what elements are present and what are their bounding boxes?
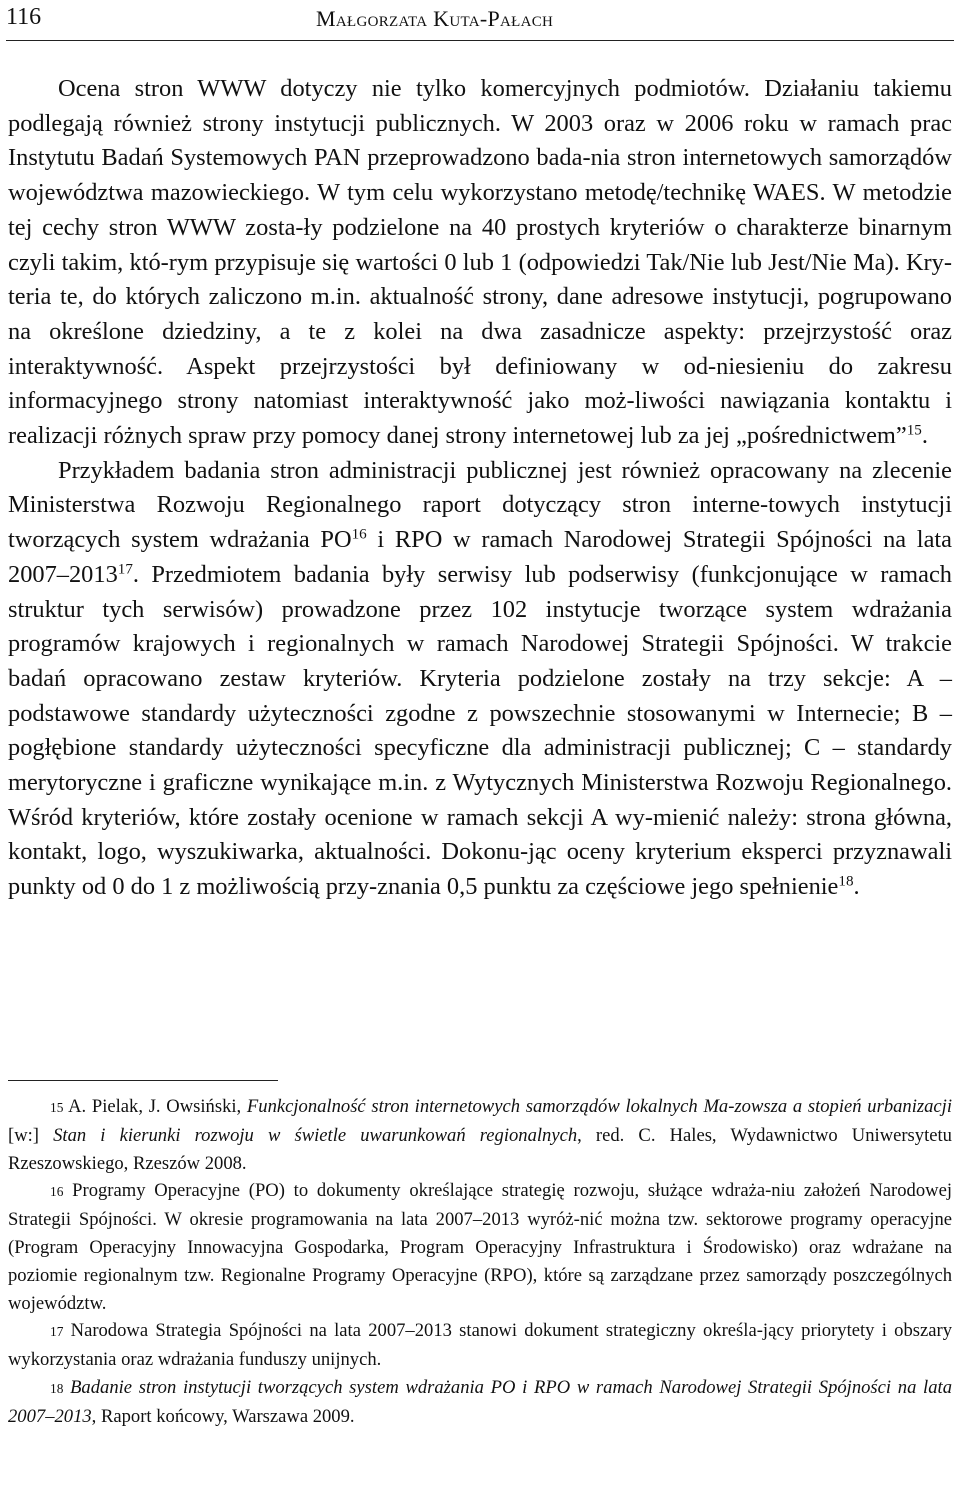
paragraph-text: . Przedmiotem badania były serwisy lub podserwisy (funkcjonujące w ramach struktur tych serwisów) prowadzone przez 102 instytucje tworzące system wdrażania programów krajowych i regionalnych w ramach Narodowej Strategii Spójności. W trakcie badań opracowano zestaw kryteriów. Kryteria podzielone zostały na trzy sekcje: A – podstawowe standardy użyteczności zgodne z powszechnie stosowanymi w Internecie; B – pogłębione standardy użyteczności specyficzne dla administracji publicznej; C – standardy merytoryczne i graficzne wynikające m.in. z Wytycznych Ministerstwa Rozwoju Regionalnego. Wśród kryteriów, które zostały ocenione w ramach sekcji A wy-mienić należy: strona główna, kontakt, logo, wyszukiwarka, aktualności. Dokonu-jąc oceny kryterium eksperci przyznawali punkty od 0 do 1 z możliwością przy-znania 0,5 punktu za częściowe jego spełnienie [8, 560, 952, 901]
footnote-16 [8, 1177, 952, 1317]
footnotes [8, 1093, 952, 1431]
footnote-17 [8, 1317, 952, 1374]
footnote-number: 18 [50, 1380, 64, 1396]
paragraph-text: . [921, 422, 928, 450]
paragraph-text: Ocena stron WWW dotyczy nie tylko komercyjnych podmiotów. Działaniu takiemu podlegają również strony instytucji publicznych. W 2003 oraz w 2006 roku w ramach prac Instytutu Badań Systemowych PAN przeprowadzono bada-nia stron internetowych samorządów województwa mazowieckiego. W tym celu wykorzystano metodę/technikę WAES. W metodzie tej cechy stron WWW zosta-ły podzielone na 40 prostych kryteriów o charakterze binarnym czyli takim, któ-rym przypisuje się wartości 0 lub 1 (odpowiedzi Tak/Nie lub Jest/Nie Ma). Kry-teria te, do których zaliczono m.in. aktualność strony, dane adresowe instytucji, pogrupowano na określone dziedziny, a te z kolei na dwa zasadnicze aspekty: przejrzystość oraz interaktywność. Aspekt przejrzystości był definiowany w od-niesieniu do zakresu informacyjnego strony natomiast interaktywność jako moż-liwości nawiązania kontaktu i realizacji różnych spraw przy pomocy danej strony internetowej lub za jej „pośrednictwem” [8, 75, 952, 450]
footnote-author: A. Pielak, J. Owsiński, [63, 1096, 247, 1117]
footnote-text: Programy Operacyjne (PO) to dokumenty określające strategię rozwoju, służące wdraża-niu założeń Narodowej Strategii Spójności. W okresie programowania na lata 2007–2013 wyróż-nić można tzw. sektorowe programy operacyjne (Program Operacyjny Innowacyjna Gospodarka, Program Operacyjny Infrastruktura i Środowisko) oraz wdrażane na poziomie regionalnym tzw. Regionalne Programy Operacyjne (RPO), które są zarządzane przez samorządy poszczególnych województw. [8, 1180, 952, 1314]
footnote-publication: , Raport końcowy, Warszawa 2009. [91, 1405, 355, 1427]
paragraph-text: i RPO w ramach Narodowej Strategii Spójności na lata 2007–2013 [8, 526, 952, 588]
footnote-ref-17[interactable]: 17 [117, 561, 133, 578]
footnote-separator [8, 1080, 278, 1081]
footnote-ref-15[interactable]: 15 [906, 422, 922, 439]
footnote-title: Badanie stron instytucji tworzących system wdrażania PO i RPO w ramach Narodowej Strategii Spójności na lata 2007–2013 [8, 1376, 952, 1427]
footnote-book-title: Stan i kierunki rozwoju w świetle uwarunkowań regionalnych [53, 1124, 578, 1146]
paragraph [8, 454, 952, 905]
footnote-15 [8, 1093, 952, 1177]
paragraph-text: Przykładem badania stron administracji publicznej jest również opracowany na zlecenie Ministerstwa Rozwoju Regionalnego raport dotyczący stron interne-towych instytucji tworzących system wdrażania PO [8, 456, 952, 554]
footnote-title: Funkcjonalność stron internetowych samorządów lokalnych Ma-zowsza a stopień urbanizacji [246, 1096, 952, 1117]
footnote-number: 16 [50, 1184, 64, 1200]
footnote-number: 15 [50, 1100, 64, 1115]
footnote-ref-16[interactable]: 16 [351, 526, 367, 543]
paragraph [8, 72, 952, 454]
footnote-in-marker: [w:] [8, 1124, 54, 1146]
footnote-ref-18[interactable]: 18 [838, 873, 854, 890]
running-head-author: Małgorzata Kuta-Pałach [316, 6, 554, 31]
page-number: 116 [6, 4, 42, 30]
main-text [8, 72, 952, 905]
footnote-number: 17 [50, 1324, 64, 1340]
page-header [6, 0, 954, 41]
footnote-text: Narodowa Strategia Spójności na lata 2007–2013 stanowi dokument strategiczny określa-jący priorytety i obszary wykorzystania oraz wdrażania funduszy unijnych. [8, 1320, 952, 1371]
paragraph-text: . [853, 873, 860, 901]
footnote-18 [8, 1374, 952, 1431]
footnote-publication: , red. C. Hales, Wydawnictwo Uniwersytetu Rzeszowskiego, Rzeszów 2008. [8, 1124, 952, 1174]
